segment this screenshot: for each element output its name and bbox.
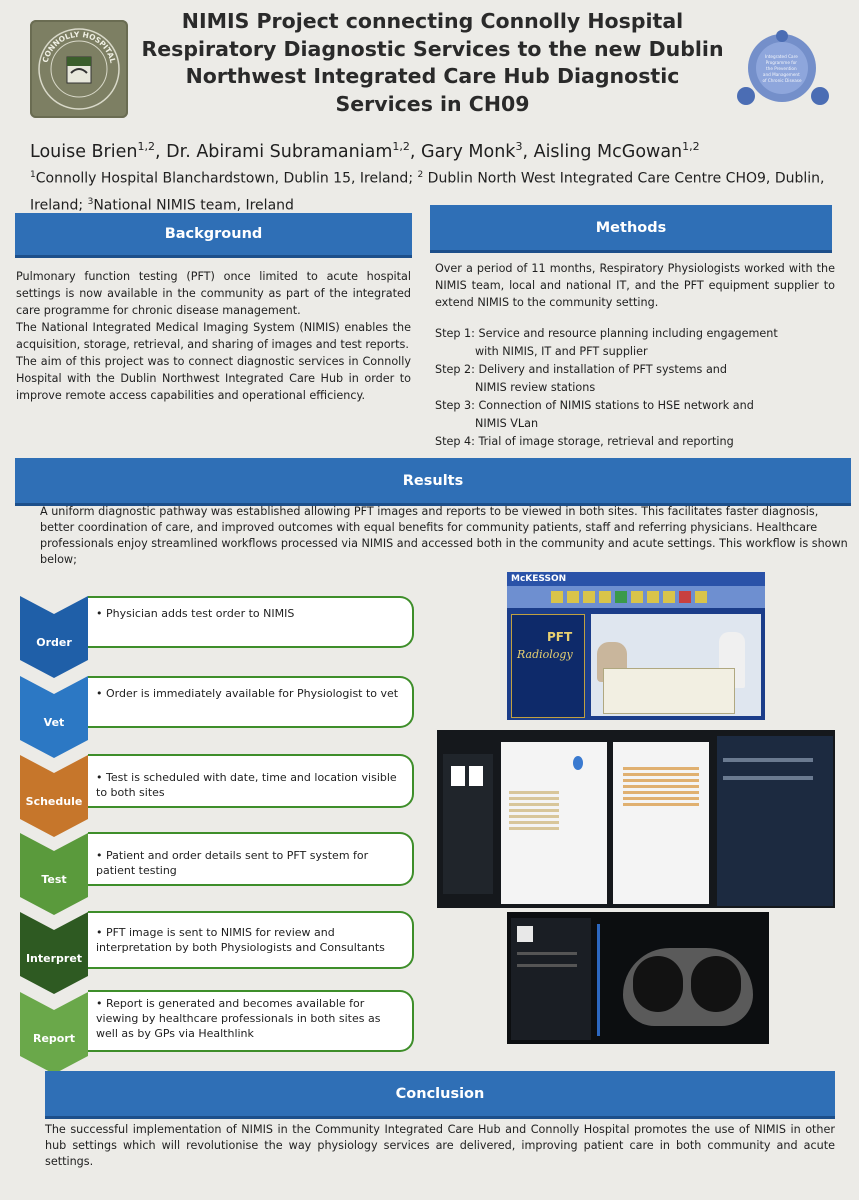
workflow-chevron-interpret — [20, 912, 88, 994]
authors — [30, 140, 700, 162]
background-p2: The National Integrated Medical Imaging System (NIMIS) enables the acquisition, storage, retrieval, and sharing of images and test reports. — [16, 321, 411, 351]
results-text: A uniform diagnostic pathway was established allowing PFT images and reports to be viewed in both sites. This facilitates faster diagnosis, better coordination of care, and improved outcomes with equal benefits for community patients, staff and referring physicians. Healthcare professionals enjoy streamlined workflows processed via NIMIS and accessed both in the community and acute settings. This workflow is shown below; — [40, 505, 848, 566]
poster-title: NIMIS Project connecting Connolly Hospital Respiratory Diagnostic Services to the new Dublin Northwest Integrated Care Hub Diagnostic Services in CH09 — [141, 9, 724, 116]
background-p1: Pulmonary function testing (PFT) once limited to acute hospital settings is now available in the community as part of the integrated care programme for chronic disease management. — [16, 270, 411, 317]
workflow-box-vet: • Order is immediately available for Physiologist to vet — [88, 676, 414, 728]
workflow-box-report: • Report is generated and becomes available for viewing by healthcare professionals in both sites as well as by GPs via Healthlink — [88, 990, 414, 1052]
workflow-chevron-report — [20, 992, 88, 1074]
workflow-label-interpret: Interpret — [25, 952, 83, 965]
workflow-label-vet: Vet — [43, 716, 65, 729]
methods-steps — [435, 325, 835, 451]
workflow-chevron-schedule — [20, 755, 88, 837]
workflow-chevron-order — [20, 596, 88, 678]
hospital-crest-icon — [33, 23, 125, 115]
workflow-box-schedule: • Test is scheduled with date, time and location visible to both sites — [88, 754, 414, 808]
affiliations: $^1$Connolly Hospital Blanchardstown, Dublin 15, Ireland; $^2$ Dublin North West Integrated Care Centre CHO9, Dublin, Ireland; $^3$National NIMIS team, Ireland — [30, 170, 825, 214]
results-heading: Results — [15, 458, 851, 506]
logo-left-text: CONNOLLY HOSPITAL — [40, 29, 118, 65]
workflow-label-order: Order — [36, 636, 72, 649]
author-4: Aisling McGowan$^{1,2}$ — [533, 140, 700, 162]
author-2: Dr. Abirami Subramaniam$^{1,2}$, — [166, 140, 422, 162]
integrated-care-logo — [730, 28, 835, 110]
workflow-box-interpret: • PFT image is sent to NIMIS for review and interpretation by both Physiologists and Consultants — [88, 911, 414, 969]
workflow-label-test: Test — [41, 873, 67, 886]
nimis-pft-viewer-screenshot — [437, 730, 835, 908]
methods-heading: Methods — [430, 205, 832, 253]
mckesson-radiology-label: Radiology — [517, 648, 573, 661]
background-p3: The aim of this project was to connect diagnostic services in Connolly Hospital with the Dublin Northwest Integrated Care Hub in order to improve remote access capabilities and operational efficiency. — [16, 355, 411, 402]
conclusion-text: The successful implementation of NIMIS in the Community Integrated Care Hub and Connolly Hospital promotes the use of NIMIS in other hub settings which will revolutionise the way physiology services are delivered, improving patient care in both community and acute settings. — [45, 1123, 835, 1168]
connolly-hospital-logo — [30, 20, 128, 118]
method-step-2: Step 2: Delivery and installation of PFT systems and NIMIS review stations — [435, 363, 727, 394]
methods-intro: Over a period of 11 months, Respiratory Physiologists worked with the NIMIS team, local and national IT, and the PFT equipment supplier to extend NIMIS to the community setting. — [435, 262, 835, 309]
mckesson-screenshot — [507, 572, 765, 720]
background-text — [16, 268, 411, 404]
workflow-box-order: • Physician adds test order to NIMIS — [88, 596, 414, 648]
workflow-label-report: Report — [32, 1032, 76, 1045]
workflow-chevron-vet — [20, 676, 88, 758]
workflow-box-test: • Patient and order details sent to PFT system for patient testing — [88, 832, 414, 886]
nimis-ct-viewer-screenshot — [507, 912, 769, 1044]
author-1: Louise Brien$^{1,2}$, — [30, 140, 167, 162]
method-step-3: Step 3: Connection of NIMIS stations to HSE network and NIMIS VLan — [435, 399, 754, 430]
background-heading: Background — [15, 213, 412, 258]
workflow-chevron-test — [20, 833, 88, 915]
conclusion-heading: Conclusion — [45, 1071, 835, 1119]
mckesson-toolbar — [551, 591, 707, 603]
mckesson-brand: McKESSON — [511, 574, 567, 584]
method-step-4: Step 4: Trial of image storage, retrieval and reporting — [435, 435, 734, 448]
svg-text:Integrated Care Programm: Integrated Care Programme for the Prevention and Management of Chronic Disease — [762, 54, 802, 83]
integrated-care-logo-icon — [730, 28, 835, 110]
mckesson-pft-label: PFT — [547, 630, 573, 644]
workflow-label-schedule: Schedule — [25, 795, 83, 808]
method-step-1: Step 1: Service and resource planning including engagement with NIMIS, IT and PFT supplier — [435, 327, 778, 358]
author-3: Gary Monk$^3$, — [421, 140, 534, 162]
